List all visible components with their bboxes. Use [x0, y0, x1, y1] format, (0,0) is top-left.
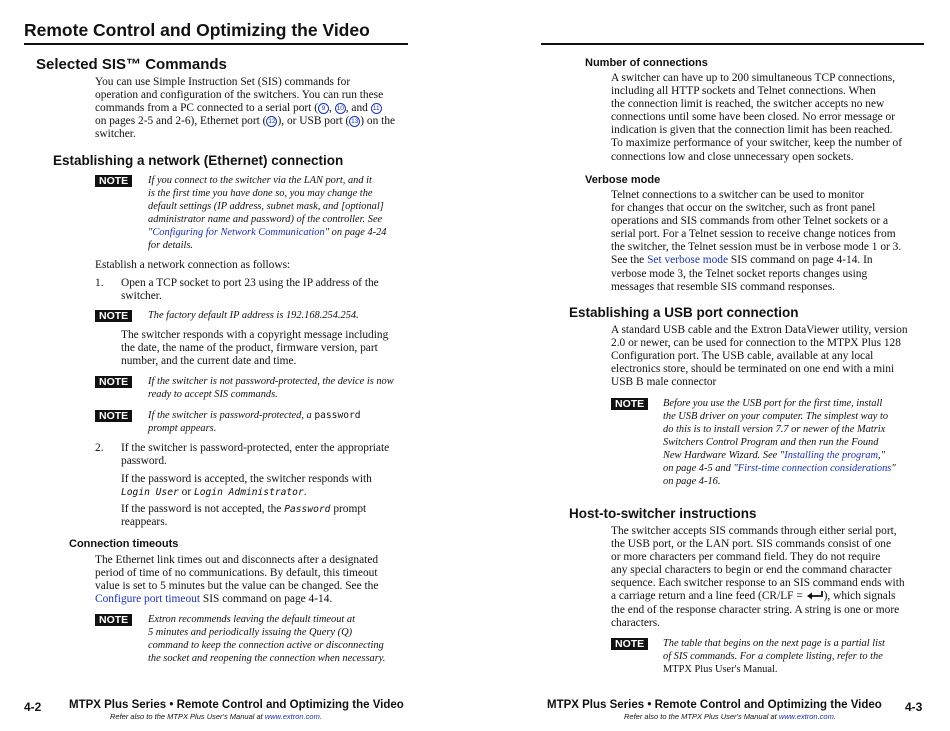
page-number-left: 4-2 — [24, 700, 42, 714]
text-line: Before you use the USB port for the first time, install — [663, 398, 883, 409]
text-line: Open a TCP socket to port 23 using the IP address of the — [121, 277, 379, 289]
text-line: on page 4-16. — [663, 476, 721, 487]
text-run: Refer also to the MTPX Plus User's Manual at — [624, 712, 779, 721]
text-line: If the switcher is not password-protected, the device is now — [148, 376, 394, 387]
note-badge: NOTE — [95, 410, 132, 422]
text-line: is the first time you have done so, you may change the — [148, 188, 373, 199]
text-line: sequence. Each switcher response to an SIS command ends with — [611, 577, 905, 590]
text-line: The table that begins on the next page is a partial list — [663, 638, 885, 649]
text-run: ," — [877, 450, 885, 461]
establish-intro: Establish a network connection as follows: — [95, 259, 291, 271]
footer-title-left: MTPX Plus Series • Remote Control and Optimizing the Video — [69, 699, 404, 711]
link-configuring-network[interactable]: Configuring for Network Communication — [152, 227, 325, 238]
text-line: Extron recommends leaving the default timeout at — [148, 614, 355, 625]
text-run: " — [891, 463, 896, 474]
port-number-icon: 13 — [351, 118, 359, 126]
timeouts-text — [95, 554, 415, 606]
text-run: . — [833, 712, 836, 721]
text-line — [611, 590, 936, 603]
code-login-admin: Login Administrator — [193, 487, 304, 499]
text-run: Refer also to the MTPX Plus User's Manual at — [110, 712, 265, 721]
text-line: operation and configuration of the switchers. You can run these — [95, 89, 384, 102]
text-line: operations and SIS commands from other Telnet sockets or a — [611, 215, 889, 228]
text-line: for changes that occur on the switcher, such as front panel — [611, 202, 876, 215]
note-badge: NOTE — [95, 310, 132, 322]
text-line: electronics store, should be terminated on one end with a mini — [611, 363, 895, 376]
text-line: The Ethernet link times out and disconnects after a designated — [95, 554, 379, 566]
text-line: the USB port, or the LAN port. SIS commands consist of one — [611, 538, 891, 551]
text-line: the connection limit is reached, the switcher accepts no new — [611, 98, 885, 111]
switcher-response — [121, 329, 416, 368]
note-badge: NOTE — [611, 398, 648, 410]
text-line: "Configuring for Network Communication" on page 4-24 — [148, 227, 387, 238]
host-text — [611, 525, 936, 630]
code-login-user: Login User — [121, 487, 179, 499]
verbose-text — [611, 189, 931, 294]
text-line: the socket and reopening the connection when necessary. — [148, 653, 386, 664]
text-line: messages that resemble SIS command responses. — [611, 280, 835, 293]
footer-reference-left — [110, 712, 322, 721]
text-line: You can use Simple Instruction Set (SIS) commands for — [95, 76, 351, 88]
note-badge: NOTE — [95, 614, 132, 626]
note-default-ip: The factory default IP address is 192.168.254.254. — [148, 310, 359, 321]
password-accepted — [121, 473, 416, 499]
text-line — [663, 449, 933, 462]
text-line: indication is given that the connection limit has been reached. — [611, 124, 893, 137]
footer-title-right: MTPX Plus Series • Remote Control and Optimizing the Video — [547, 699, 882, 711]
text-line: 5 minutes and periodically issuing the Query (Q) — [148, 627, 353, 638]
port-number-icon: 9 — [318, 103, 329, 114]
text-line: the switcher, the Telnet session must be in verbose mode 1 or 3. — [611, 241, 902, 254]
header-rule-left — [24, 43, 408, 45]
link-set-verbose-mode[interactable]: Set verbose mode — [647, 254, 729, 267]
sis-heading: Selected SIS™ Commands — [36, 56, 227, 73]
text-run: ), or USB port ( — [277, 115, 350, 128]
text-run: SIS command on page 4-14. — [200, 593, 333, 606]
text-line: A standard USB cable and the Extron DataViewer utility, version — [611, 324, 908, 336]
text-line: If the password is accepted, the switcher responds with — [121, 473, 372, 485]
step2-text — [121, 442, 416, 468]
host-heading: Host-to-switcher instructions — [569, 506, 757, 521]
text-line: connections until some have been closed. No error message or — [611, 111, 896, 124]
text-line: Telnet connections to a switcher can be used to monitor — [611, 189, 865, 201]
note-protected — [148, 409, 413, 435]
password-rejected — [121, 503, 416, 529]
text-run: on pages 2-5 and 2-6), Ethernet port ( — [95, 115, 267, 128]
text-line: command to keep the connection active or disconnecting — [148, 640, 384, 651]
text-line: password. — [121, 455, 167, 468]
text-line: If the switcher is password-protected, enter the appropriate — [121, 442, 390, 454]
text-run: , and — [345, 102, 368, 115]
link-extron[interactable]: www.extron.com — [264, 712, 320, 721]
text-line: verbose mode 3, the Telnet socket reports changes using — [611, 267, 868, 280]
link-installing-program[interactable]: Installing the program — [784, 450, 878, 461]
text-line: connections low and close unnecessary open sockets. — [611, 150, 854, 163]
verbose-heading: Verbose mode — [585, 174, 661, 186]
text-line: any special characters to begin or end the command character — [611, 564, 892, 577]
text-line: MTPX Plus User's Manual. — [663, 664, 778, 675]
text-line: the USB driver on your computer. The simplest way to — [663, 411, 889, 422]
text-line — [95, 115, 415, 128]
port-number-icon: 11 — [371, 103, 382, 114]
text-run: a carriage return and a line feed (CR/LF = — [611, 590, 806, 603]
note-badge: NOTE — [95, 376, 132, 388]
text-run: commands from a PC connected to a serial port ( — [95, 102, 319, 115]
text-line — [148, 409, 413, 422]
text-line: the end of the response character string. A string is one or more — [611, 603, 900, 616]
text-line: serial port. For a Telnet session to receive change notices from — [611, 228, 896, 241]
text-line: switcher. — [95, 128, 136, 141]
text-line: The switcher accepts SIS commands through either serial port, — [611, 525, 897, 537]
link-configure-port-timeout[interactable]: Configure port timeout — [95, 593, 201, 606]
text-line: Login User or Login Administrator. — [121, 486, 307, 499]
sis-intro — [95, 76, 415, 141]
text-line: 2.0 or newer, can be used for connection to the MTPX Plus 128 — [611, 337, 901, 350]
note-badge: NOTE — [611, 638, 648, 650]
header-rule-right — [541, 43, 924, 45]
text-line: period of time of no communications. By default, this timeout — [95, 567, 378, 580]
page-header-left: Remote Control and Optimizing the Video — [24, 20, 370, 40]
text-line: including all HTTP sockets and Telnet connections. When — [611, 85, 876, 98]
note-timeout — [148, 613, 413, 665]
connections-text — [611, 72, 931, 164]
text-run: ), which signals — [823, 590, 896, 603]
text-run: See the — [611, 254, 648, 267]
port-number-icon: 10 — [336, 105, 344, 113]
link-extron[interactable]: www.extron.com — [778, 712, 834, 721]
usb-text — [611, 324, 931, 389]
timeouts-heading: Connection timeouts — [69, 538, 179, 550]
text-run: " on page 4-24 — [324, 227, 387, 238]
text-line: do this is to install version 7.7 or newer of the Matrix — [663, 424, 886, 435]
port-number-icon: 12 — [268, 118, 276, 126]
text-line: Configuration port. The USB cable, available at any local — [611, 350, 874, 363]
text-run: on page 4-5 and " — [663, 463, 738, 474]
page-number-right: 4-3 — [905, 700, 923, 714]
text-run: If the password is not accepted, the — [121, 503, 282, 515]
code-password: password — [314, 410, 361, 421]
text-line: Switchers Control Program and then run the Found — [663, 437, 879, 448]
text-line: The switcher responds with a copyright message including — [121, 329, 389, 341]
text-line — [663, 462, 933, 475]
text-line — [121, 503, 416, 516]
connections-heading: Number of connections — [585, 57, 708, 69]
text-run: or — [181, 486, 192, 499]
text-line: switcher. — [121, 290, 162, 303]
note-usb-driver — [663, 397, 933, 488]
text-run: If the switcher is password-protected, a — [148, 410, 312, 421]
enter-key-icon — [806, 590, 824, 600]
text-line: prompt appears. — [148, 423, 217, 434]
text-line: number, and the current date and time. — [121, 355, 297, 368]
step-number: 2. — [95, 442, 104, 454]
text-line: commands from a PC connected to a serial port ( 9 , 10 , and 11 — [95, 102, 415, 115]
text-line: If you connect to the switcher via the LAN port, and it — [148, 175, 372, 186]
text-run: . — [319, 712, 322, 721]
text-line — [611, 254, 931, 267]
usb-heading: Establishing a USB port connection — [569, 305, 799, 320]
text-line: administrator name and password) of the controller. See — [148, 214, 383, 225]
text-run: New Hardware Wizard. See " — [663, 450, 785, 461]
text-line: for details. — [148, 240, 194, 251]
step1-text — [121, 277, 416, 303]
text-line: of SIS commands. For a complete listing, refer to the — [663, 651, 883, 662]
text-run: SIS command on page 4-14. In — [728, 254, 873, 267]
text-line: reappears. — [121, 516, 168, 529]
link-first-time-connection[interactable]: First-time connection considerations — [737, 463, 892, 474]
text-line: A switcher can have up to 200 simultaneous TCP connections, — [611, 72, 896, 84]
text-line: USB B male connector — [611, 376, 717, 389]
text-line: ready to accept SIS commands. — [148, 389, 278, 400]
text-line: default settings (IP address, subnet mask, and [optional] — [148, 201, 384, 212]
text-line: To maximize performance of your switcher, keep the number of — [611, 137, 902, 150]
ethernet-heading: Establishing a network (Ethernet) connection — [53, 153, 344, 168]
text-line: or more characters per command field. They do not require — [611, 551, 881, 564]
note-badge: NOTE — [95, 175, 132, 187]
text-line: value is set to 5 minutes but the value can be changed. See the — [95, 580, 379, 593]
footer-reference-right — [624, 712, 836, 721]
text-run: ) on the — [360, 115, 396, 128]
note-partial-list — [663, 637, 933, 676]
code-password-prompt: Password — [284, 504, 331, 515]
text-run: prompt — [333, 503, 367, 515]
text-line — [95, 593, 415, 606]
step-number: 1. — [95, 277, 104, 289]
note-lan-settings — [148, 174, 413, 252]
text-line: the date, the name of the product, firmware version, part — [121, 342, 378, 355]
note-not-protected — [148, 375, 413, 401]
text-line: characters. — [611, 616, 661, 629]
